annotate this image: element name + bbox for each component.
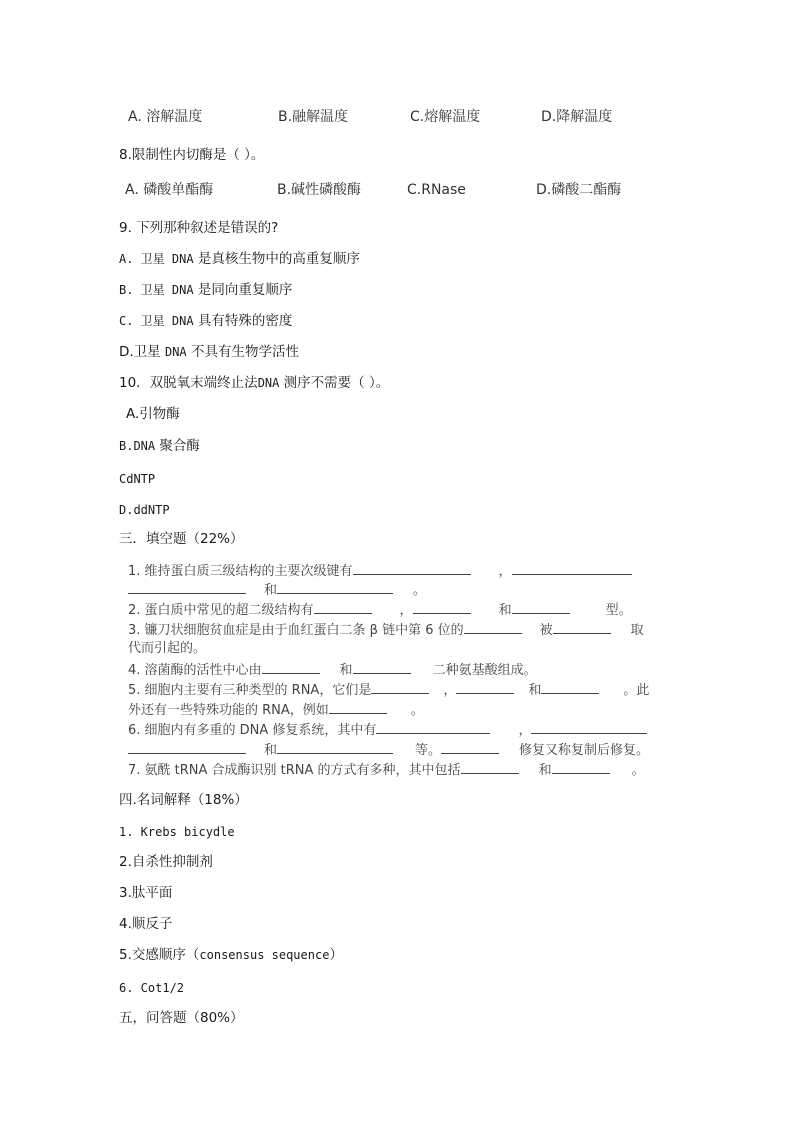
blank[interactable] (329, 700, 387, 714)
fill-line-6b: 和 等。 修复又称复制后修复。 (128, 740, 649, 760)
section4-title: 四.名词解释（18%） (119, 792, 248, 808)
blank[interactable] (262, 660, 320, 674)
fill-line-1: 1. 维持蛋白质三级结构的主要次级键有 ， (128, 561, 632, 581)
q10-option-d: D.ddNTP (119, 503, 170, 517)
fill-line-3b: 代而引起的。 (128, 641, 207, 656)
fill-line-4: 4. 溶菌酶的活性中心由 和 二种氨基酸组成。 (128, 660, 537, 680)
blank[interactable] (441, 740, 499, 754)
q7-option-a: A. 溶解温度 (128, 109, 203, 125)
blank[interactable] (553, 620, 611, 634)
blank[interactable] (314, 600, 372, 614)
q8-stem: 8.限制性内切酶是（ ）。 (119, 147, 265, 163)
fill-line-7: 7. 氨酰 tRNA 合成酶识别 tRNA 的方式有多种，其中包括 和 。 (128, 760, 645, 780)
blank[interactable] (376, 720, 490, 734)
blank[interactable] (371, 680, 429, 694)
fill-line-5: 5. 细胞内主要有三种类型的 RNA，它们是 ， 和 。此 (128, 680, 649, 700)
blank[interactable] (353, 660, 411, 674)
q10-option-c: CdNTP (119, 472, 156, 486)
q7-option-c: C.熔解温度 (410, 109, 481, 125)
blank[interactable] (512, 600, 570, 614)
term-6: 6. Cot1/2 (119, 981, 185, 995)
blank[interactable] (413, 600, 471, 614)
blank[interactable] (456, 680, 514, 694)
blank[interactable] (512, 561, 632, 575)
q8-option-d: D.磷酸二酯酶 (536, 182, 622, 198)
q9-option-b: B. 卫星 DNA 是同向重复顺序 (119, 282, 293, 298)
blank[interactable] (552, 760, 610, 774)
term-1: 1. Krebs bicydle (119, 825, 235, 839)
section3-title: 三．填空题（22%） (119, 531, 244, 547)
term-4: 4.顺反子 (119, 916, 173, 932)
blank[interactable] (531, 720, 647, 734)
fill-line-1b: 和 。 (128, 580, 426, 600)
q8-option-b: B.碱性磷酸酶 (277, 182, 362, 198)
q9-option-a: A. 卫星 DNA 是真核生物中的高重复顺序 (119, 251, 360, 267)
term-2: 2.自杀性抑制剂 (119, 854, 213, 870)
blank[interactable] (464, 620, 522, 634)
fill-line-3: 3. 镰刀状细胞贫血症是由于血红蛋白二条 β 链中第 6 位的 被 取 (128, 620, 644, 640)
term-5: 5.交感顺序（consensus sequence） (119, 947, 343, 963)
term-3: 3.肽平面 (119, 885, 173, 901)
blank[interactable] (128, 740, 246, 754)
q9-stem: 9. 下列那种叙述是错误的? (119, 220, 279, 236)
q8-option-c: C.RNase (407, 182, 466, 198)
q9-option-c: C. 卫星 DNA 具有特殊的密度 (119, 313, 293, 329)
blank[interactable] (277, 740, 393, 754)
q9-option-d: D.卫星 DNA 不具有生物学活性 (119, 344, 299, 360)
q7-option-d: D.降解温度 (541, 109, 613, 125)
q10-option-a: A.引物酶 (126, 406, 180, 422)
fill-line-6: 6. 细胞内有多重的 DNA 修复系统，其中有 ， (128, 720, 647, 740)
blank[interactable] (277, 580, 393, 594)
section5-title: 五，问答题（80%） (119, 1010, 244, 1026)
blank[interactable] (353, 561, 471, 575)
blank[interactable] (128, 580, 246, 594)
blank[interactable] (461, 760, 519, 774)
q10-option-b: B.DNA 聚合酶 (119, 438, 200, 454)
q8-option-a: A. 磷酸单酯酶 (125, 182, 214, 198)
fill-line-2: 2. 蛋白质中常见的超二级结构有 ， 和 型。 (128, 600, 632, 620)
fill-line-5b: 外还有一些特殊功能的 RNA，例如 。 (128, 700, 424, 720)
q10-stem: 10．双脱氧末端终止法DNA 测序不需要（ ）。 (119, 375, 390, 391)
q7-option-b: B.融解温度 (278, 109, 349, 125)
blank[interactable] (541, 680, 599, 694)
